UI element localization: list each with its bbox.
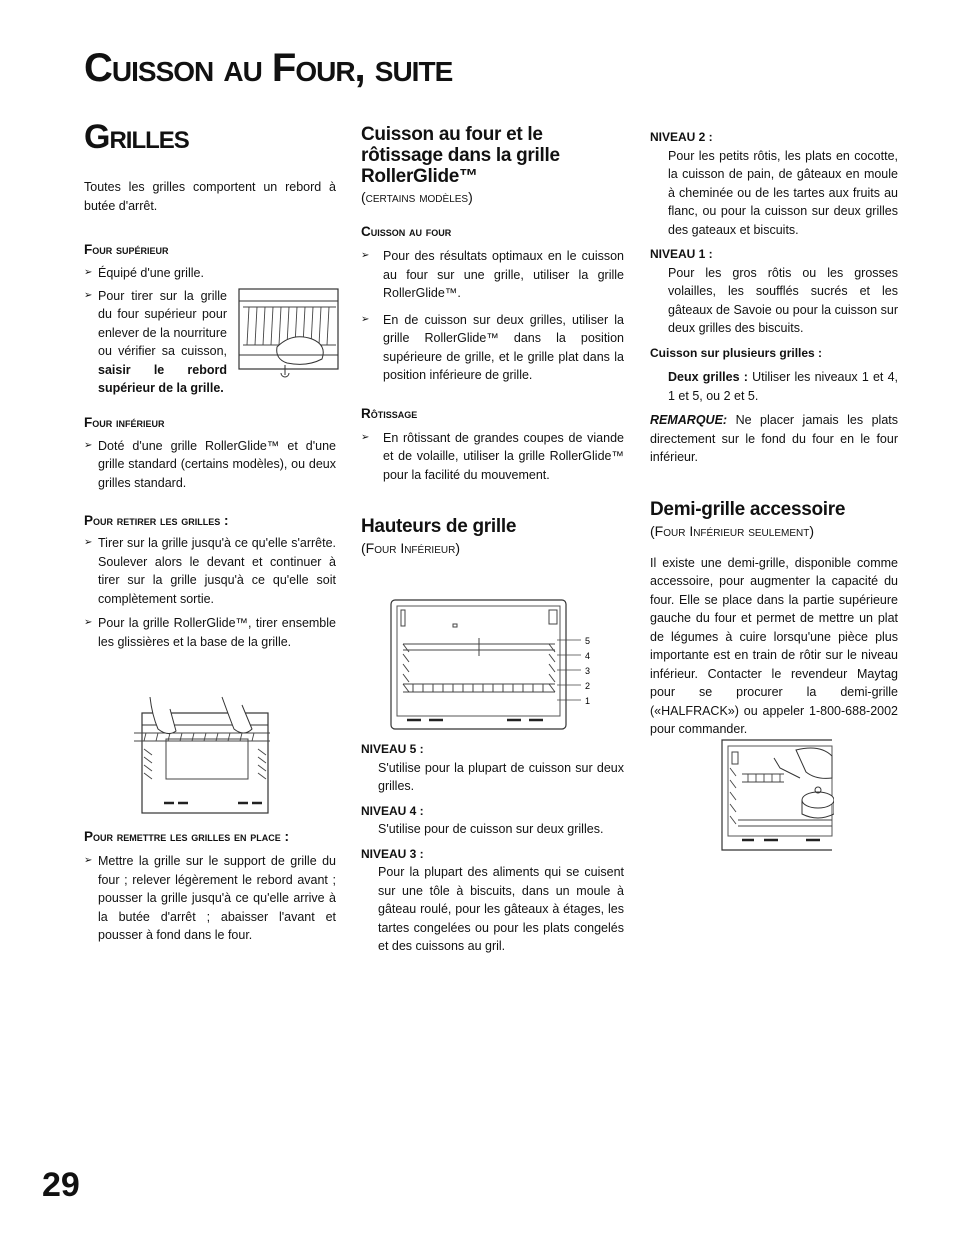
arrow-icon: ➢ [84,439,93,451]
level-1-label: NIVEAU 1 : [650,247,713,261]
heading-retirer-grilles: Pour retirer les grilles : [84,513,229,528]
remarque-text: REMARQUE: Ne placer jamais les plats directement sur le fond du four en le four inférieur. [650,413,898,464]
heading-hauteurs-sub: (Four Inférieur) [361,540,460,556]
level-2-label: NIVEAU 2 : [650,130,713,144]
demi-grille-text: Il existe une demi-grille, disponible comme accessoire, pour augmenter la capacité du four. Elle se place dans la partie supérieure gauche du four et permet de mettre un plat de légumes à cuire lorsqu'une pièce plus importante est en train de rôtir sur le niveau inférieur. Contacter le revendeur Maytag pour se procurer la demi-grille («HALFRACK») ou appeler 1-800-688-2002 pour commander. [650,555,898,736]
arrow-icon: ➢ [84,267,93,278]
heading-four-superieur: Four supérieur [84,242,169,257]
rack-label-1: 1 [585,696,591,706]
page-title: Cuisson au Four, suite [84,46,453,90]
arrow-icon: ➢ [84,289,93,301]
heading-hauteurs-grille: Hauteurs de grille [361,516,517,537]
intro-text: Toutes les grilles comportent un rebord à butée d'arrêt. [84,180,336,213]
column-middle-levels [361,740,624,956]
heading-four-inferieur: Four inférieur [84,414,165,430]
arrow-icon: ➢ [361,431,370,443]
column-left [84,178,336,651]
level-5-label: NIVEAU 5 : [361,742,424,756]
bullet-cuisson-2: ➢ En de cuisson sur deux grilles, utiliser la grille RollerGlide™ dans la position supérieure de grille, et le grille plat dans la position inférieure de grille. [361,312,624,382]
bullet-four-sup-2: ➢ Pour tirer sur la grille du four supérieur pour enlever de la nourriture ou vérifier sa cuisson, saisir le rebord supérieur de la grille. [84,287,336,392]
heading-rollerglide-sub: (certains modèles) [361,189,473,205]
heading-remettre-grilles: Pour remettre les grilles en place : [84,829,290,844]
section-title: Grilles [84,118,189,156]
arrow-icon: ➢ [84,617,93,628]
half-rack-illustration [720,738,834,852]
rack-label-3: 3 [585,666,591,676]
heading-demi-grille: Demi-grille accessoire [650,498,846,520]
bullet-four-inf-1: ➢ Doté d'une grille RollerGlide™ et d'une grille standard (certains modèles), ou deux grilles standard. [84,438,336,490]
bullet-cuisson-1: ➢ Pour des résultats optimaux en le cuisson au four sur une grille, utiliser la grille RollerGlide™. [361,249,624,300]
bullet-retirer-1: ➢ Tirer sur la grille jusqu'à ce qu'elle s'arrête. Soulever alors le devant et continuer à tirer sur la grille jusqu'à ce qu'elle soit complètement sortie. [84,536,336,606]
bullet-remettre-1: ➢ Mettre la grille sur le support de grille du four ; relever légèrement le rebord avant ; pousser la grille jusqu'à ce qu'elle arrive à la butée d'arrêt ; abaisser l'avant et pousser à fond dans le four. [84,854,336,942]
rack-positions-diagram [389,598,599,732]
level-3-label: NIVEAU 3 : [361,846,424,861]
arrow-icon: ➢ [361,250,370,261]
arrow-icon: ➢ [84,855,93,866]
level-3-text: Pour la plupart des aliments qui se cuisent sur une tôle à biscuits, dans un moule à gâteau roulé, pour les gâteaux à étages, les tartes congelées ou pour les plats congelés et des cuissons au gril. [378,865,624,953]
level-1-text: Pour les gros rôtis ou les grosses volailles, les soufflés sucrés et les gâteaux de Savoie ou pour la cuisson sur deux grilles des biscuits. [668,265,898,335]
column-middle [361,124,624,559]
rack-label-5: 5 [585,636,591,646]
multi-rack-label: Cuisson sur plusieurs grilles : [650,345,823,360]
level-2-text: Pour les petits rôtis, les plats en cocotte, la cuisson de pain, de gâteaux en moule à cheminée ou de les tartes aux fruits au flanc, ou pour la cuisson sur deux grilles des gateaux et biscuits. [668,148,898,237]
arrow-icon: ➢ [84,537,93,548]
rack-label-4: 4 [585,651,591,661]
arrow-icon: ➢ [361,313,370,325]
upper-oven-rack-illustration [237,287,340,379]
level-4-label: NIVEAU 4 : [361,803,424,818]
bullet-rotissage-1: ➢ En rôtissant de grandes coupes de viande et de volaille, utiliser la grille RollerGlide™ pour la facilité du mouvement. [361,430,624,482]
level-5-text: S'utilise pour la plupart de cuisson sur deux grilles. [378,760,624,793]
level-4-text: S'utilise pour de cuisson sur deux grilles. [378,822,604,836]
column-right [650,128,898,739]
column-left-bottom [84,828,336,945]
heading-demi-grille-sub: (Four Inférieur seulement) [650,522,815,539]
page-number: 29 [42,1166,80,1204]
heading-rotissage: Rôtissage [361,405,418,421]
heading-rollerglide: Cuisson au four et le rôtissage dans la grille RollerGlide™ [361,124,560,187]
bullet-retirer-2: ➢ Pour la grille RollerGlide™, tirer ensemble les glissières et la base de la grille. [84,616,336,649]
multi-rack-text: Deux grilles : Utiliser les niveaux 1 et 4, 1 et 5, ou 2 et 5. [668,370,898,403]
rack-label-2: 2 [585,681,591,691]
bullet-four-sup-1: ➢ Équipé d'une grille. [84,264,336,283]
heading-cuisson-au-four: Cuisson au four [361,224,452,239]
remove-rack-illustration [130,695,274,817]
